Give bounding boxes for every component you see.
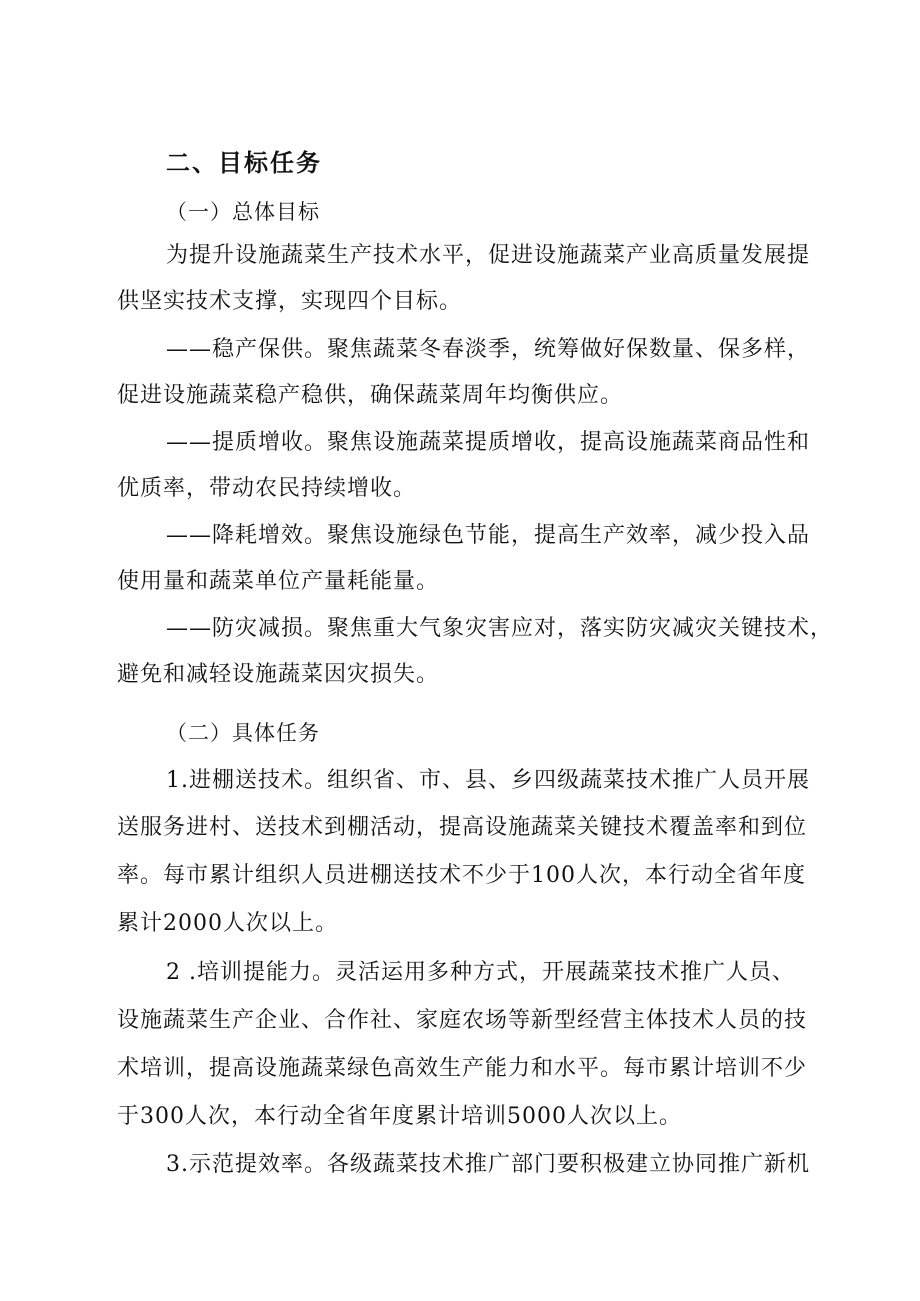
task-line: 2 .培训提能力。灵活运用多种方式，开展蔬菜技术推广人员、 <box>166 960 795 985</box>
task-line: 率。每市累计组织人员进棚送技术不少于100人次，本行动全省年度 <box>117 863 806 888</box>
goal-line: 优质率，带动农民持续增收。 <box>117 476 417 501</box>
paragraph-line: 供坚实技术支撑，实现四个目标。 <box>117 289 463 314</box>
task-line: 1.进棚送技术。组织省、市、县、乡四级蔬菜技术推广人员开展 <box>166 768 810 793</box>
task-line: 送服务进村、送技术到棚活动，提高设施蔬菜关键技术覆盖率和到位 <box>117 815 808 840</box>
goal-line: ——稳产保供。聚焦蔬菜冬春淡季，统筹做好保数量、保多样， <box>166 337 811 362</box>
goal-line: 促进设施蔬菜稳产稳供，确保蔬菜周年均衡供应。 <box>117 383 624 408</box>
subsection-title-specific-tasks: （二）具体任务 <box>166 721 320 745</box>
goal-line: ——降耗增效。聚焦设施绿色节能，提高生产效率，减少投入品 <box>166 523 811 548</box>
goal-line: ——防灾减损。聚焦重大气象灾害应对，落实防灾减灾关键技术， <box>166 616 834 641</box>
task-line: 术培训，提高设施蔬菜绿色高效生产能力和水平。每市累计培训不少 <box>117 1056 808 1081</box>
goal-line: 使用量和蔬菜单位产量耗能量。 <box>117 569 440 594</box>
task-line: 于300人次，本行动全省年度累计培训5000人次以上。 <box>117 1104 682 1129</box>
task-line: 累计2000人次以上。 <box>117 911 338 936</box>
paragraph-line: 为提升设施蔬菜生产技术水平，促进设施蔬菜产业高质量发展提 <box>166 243 811 268</box>
goal-line: ——提质增收。聚焦设施蔬菜提质增收，提高设施蔬菜商品性和 <box>166 430 811 455</box>
goal-line: 避免和减轻设施蔬菜因灾损失。 <box>117 662 440 687</box>
section-heading: 二、目标任务 <box>166 149 322 177</box>
task-line: 3.示范提效率。各级蔬菜技术推广部门要积极建立协同推广新机 <box>166 1152 810 1177</box>
task-line: 设施蔬菜生产企业、合作社、家庭农场等新型经营主体技术人员的技 <box>117 1008 808 1033</box>
subsection-title-overall-goals: （一）总体目标 <box>166 200 320 224</box>
